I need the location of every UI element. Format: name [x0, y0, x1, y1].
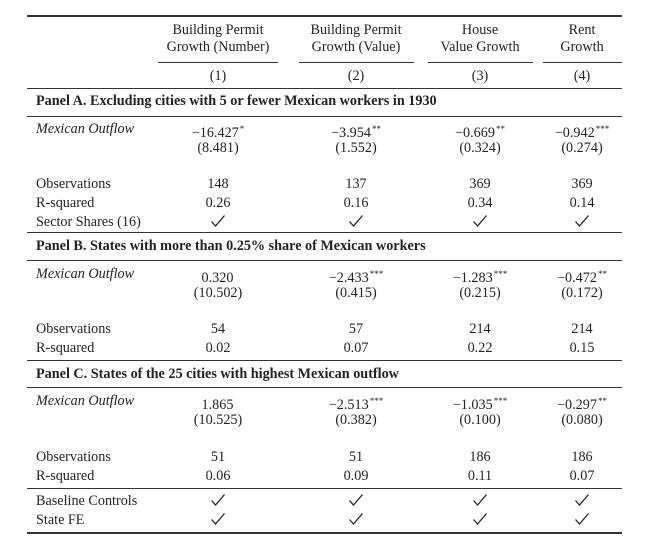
panel-a-coef-2: −3.954**	[331, 124, 381, 141]
panel-b-title-rule	[27, 260, 622, 261]
footer-top-rule	[27, 488, 622, 489]
check-icon	[574, 493, 590, 507]
panel-a-r2-1: 0.26	[205, 195, 231, 211]
panel-b-coef-2: −2.433***	[328, 269, 384, 286]
state-fe-label: State FE	[36, 512, 85, 528]
panel-b-coef-1: 0.320	[201, 270, 234, 286]
panel-a-r2-2: 0.16	[343, 195, 369, 211]
baseline-controls-label: Baseline Controls	[36, 493, 138, 509]
panel-c-r2-4: 0.07	[569, 468, 595, 484]
column-number-1: (1)	[209, 68, 227, 84]
panel-a-obs-1: 148	[207, 176, 229, 192]
check-icon	[574, 512, 590, 526]
header-bottom-rule	[27, 88, 622, 89]
panel-c-top-rule	[27, 360, 622, 361]
check-icon	[472, 493, 488, 507]
panel-a-coef-4: −0.942***	[554, 124, 610, 141]
panel-b-se-1: (10.502)	[193, 285, 243, 301]
panel-b-obs-4: 214	[571, 321, 593, 337]
column-header-4-line1: Rent	[568, 22, 596, 38]
panel-a-r2-label: R-squared	[36, 195, 95, 211]
panel-b-coef-4: −0.472**	[557, 269, 607, 286]
panel-a-title-rule	[27, 116, 622, 117]
panel-c-title: Panel C. States of the 25 cities with highest Mexican outflow	[36, 366, 399, 382]
check-icon	[472, 512, 488, 526]
panel-c-obs-4: 186	[571, 449, 593, 465]
panel-c-r2-1: 0.06	[205, 468, 231, 484]
column-header-2-line2: Growth (Value)	[311, 39, 401, 55]
panel-c-r2-label: R-squared	[36, 468, 95, 484]
panel-a-se-4: (0.274)	[561, 140, 603, 156]
panel-b-r2-4: 0.15	[569, 340, 595, 356]
panel-a-r2-4: 0.14	[569, 195, 595, 211]
panel-b-r2-3: 0.22	[467, 340, 493, 356]
panel-a-se-3: (0.324)	[459, 140, 501, 156]
column-header-2-line1: Building Permit	[310, 22, 402, 38]
panel-a-obs-4: 369	[571, 176, 593, 192]
check-icon	[348, 214, 364, 228]
panel-c-r2-3: 0.11	[467, 468, 493, 484]
panel-b-title: Panel B. States with more than 0.25% share of Mexican workers	[36, 238, 426, 254]
column-number-3: (3)	[471, 68, 489, 84]
column-header-3-line1: House	[461, 22, 499, 38]
panel-a-obs-label: Observations	[36, 176, 111, 192]
panel-c-r2-2: 0.09	[343, 468, 369, 484]
panel-a-obs-2: 137	[345, 176, 367, 192]
panel-b-se-2: (0.415)	[335, 285, 377, 301]
column-header-3-line2: Value Growth	[440, 39, 520, 55]
panel-a-coef-3: −0.669**	[455, 124, 505, 141]
panel-a-r2-3: 0.34	[467, 195, 493, 211]
column-header-4	[560, 22, 603, 56]
check-icon	[574, 214, 590, 228]
panel-b-obs-3: 214	[469, 321, 491, 337]
panel-c-obs-1: 51	[210, 449, 226, 465]
panel-b-top-rule	[27, 232, 622, 233]
panel-c-coef-2: −2.513***	[328, 396, 384, 413]
panel-a-obs-3: 369	[469, 176, 491, 192]
column-header-1-line1: Building Permit	[172, 22, 264, 38]
panel-b-r2-label: R-squared	[36, 340, 95, 356]
header-underline-3	[428, 62, 533, 63]
panel-a-coef-label: Mexican Outflow	[36, 121, 135, 137]
check-icon	[348, 493, 364, 507]
column-header-1-line2: Growth (Number)	[166, 39, 270, 55]
header-underline-1	[158, 62, 278, 63]
panel-b-se-4: (0.172)	[561, 285, 603, 301]
check-icon	[348, 512, 364, 526]
header-underline-4	[543, 62, 622, 63]
panel-b-r2-1: 0.02	[205, 340, 231, 356]
column-number-4: (4)	[573, 68, 591, 84]
panel-c-obs-label: Observations	[36, 449, 111, 465]
panel-b-coef-label: Mexican Outflow	[36, 266, 135, 282]
panel-c-coef-4: −0.297**	[557, 396, 607, 413]
panel-c-se-2: (0.382)	[335, 412, 377, 428]
panel-a-se-2: (1.552)	[335, 140, 377, 156]
panel-b-obs-label: Observations	[36, 321, 111, 337]
panel-c-coef-3: −1.035***	[452, 396, 508, 413]
panel-b-r2-2: 0.07	[343, 340, 369, 356]
column-header-4-line2: Growth	[560, 39, 604, 55]
header-underline-2	[299, 62, 414, 63]
panel-a-se-1: (8.481)	[197, 140, 239, 156]
panel-c-title-rule	[27, 387, 622, 388]
panel-b-obs-2: 57	[348, 321, 364, 337]
panel-b-coef-3: −1.283***	[452, 269, 508, 286]
column-number-2: (2)	[347, 68, 365, 84]
bottom-rule	[27, 532, 622, 534]
panel-c-se-4: (0.080)	[561, 412, 603, 428]
column-header-3	[440, 22, 519, 56]
panel-c-coef-1: 1.865	[201, 397, 234, 413]
panel-b-obs-1: 54	[210, 321, 226, 337]
panel-a-sector-label: Sector Shares (16)	[36, 214, 141, 230]
check-icon	[210, 214, 226, 228]
panel-c-obs-2: 51	[348, 449, 364, 465]
column-header-2	[310, 22, 401, 56]
panel-c-coef-label: Mexican Outflow	[36, 393, 135, 409]
check-icon	[472, 214, 488, 228]
panel-c-se-1: (10.525)	[193, 412, 243, 428]
panel-a-coef-1: −16.427*	[191, 124, 245, 141]
panel-c-se-3: (0.100)	[459, 412, 501, 428]
panel-b-se-3: (0.215)	[459, 285, 501, 301]
top-rule	[27, 15, 622, 17]
check-icon	[210, 493, 226, 507]
panel-a-title: Panel A. Excluding cities with 5 or fewer Mexican workers in 1930	[36, 93, 437, 109]
check-icon	[210, 512, 226, 526]
panel-c-obs-3: 186	[469, 449, 491, 465]
column-header-1	[167, 22, 270, 56]
